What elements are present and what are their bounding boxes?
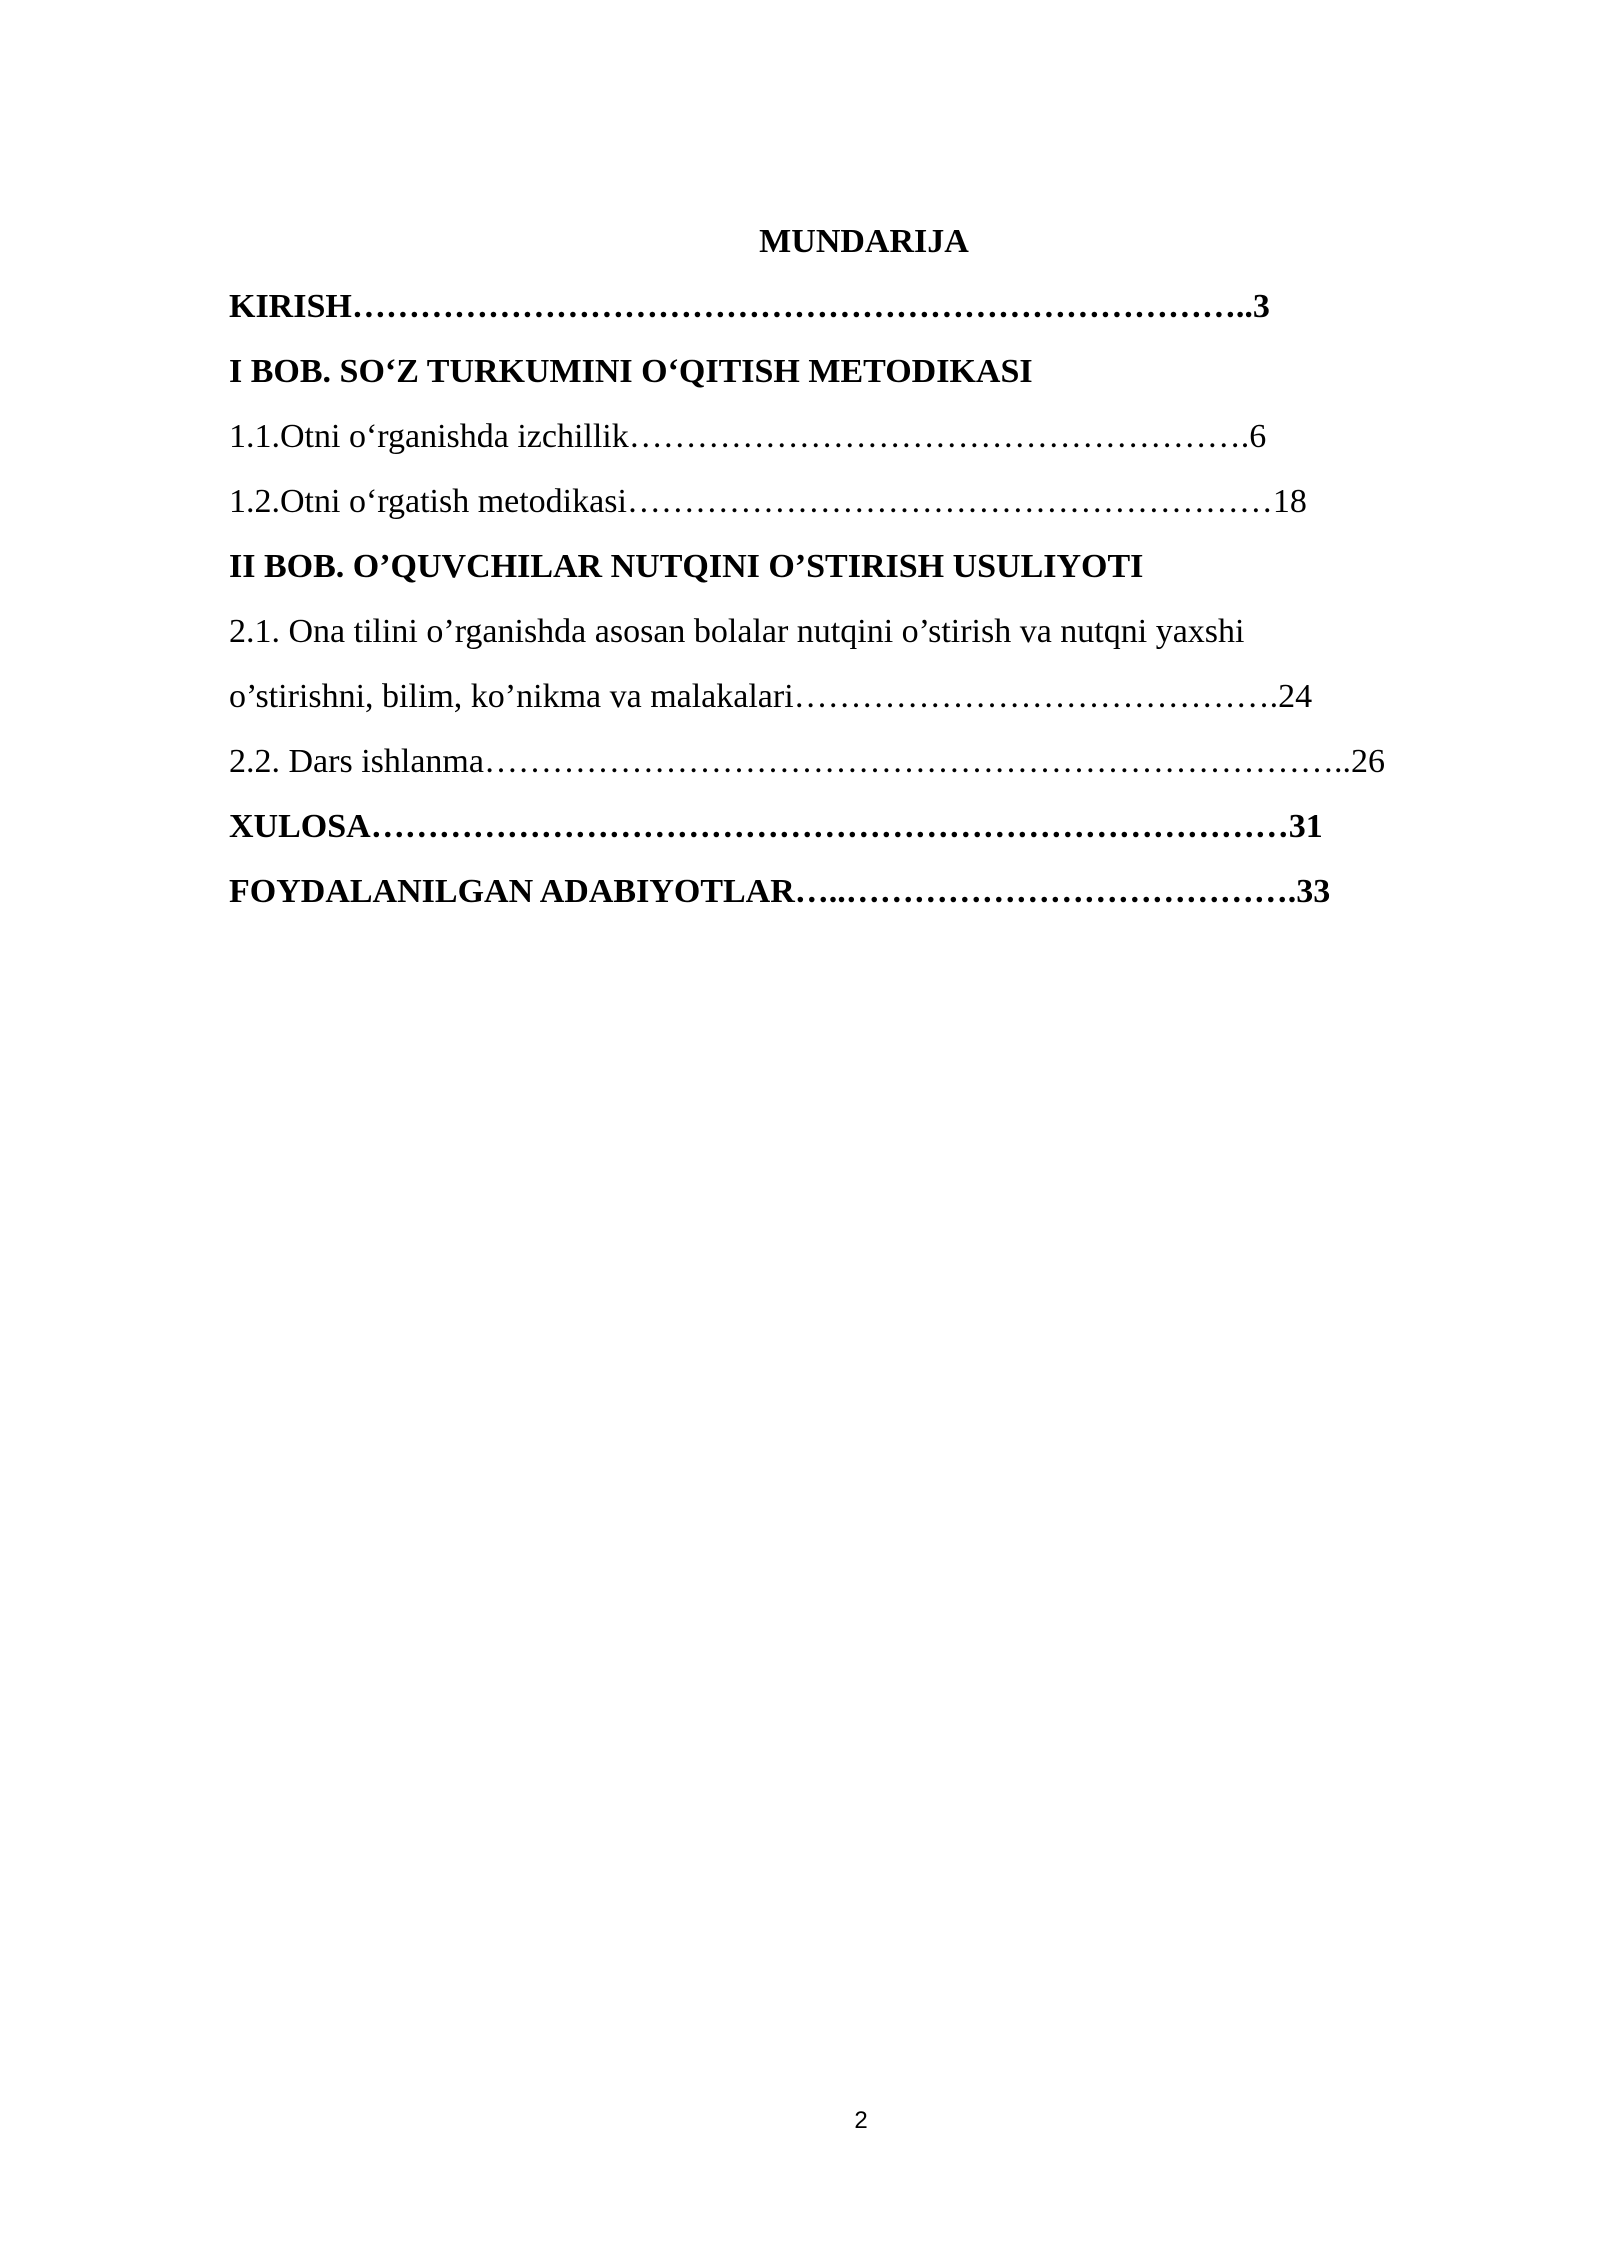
toc-entry-1-1: 1.1.Otni o‘rganishda izchillik……………………………………………….6 — [229, 418, 1267, 455]
toc-entry-1-2: 1.2.Otni o‘rgatish metodikasi…………………………………………………18 — [229, 483, 1307, 520]
toc-entry-adabiyotlar: FOYDALANILGAN ADABIYOTLAR…..………………………………….33 — [229, 873, 1331, 910]
toc-title: MUNDARIJA — [759, 223, 969, 260]
table-of-contents — [229, 210, 1459, 924]
toc-chapter-2-heading: II BOB. O’QUVCHILAR NUTQINI O’STIRISH USULIYOTI — [229, 548, 1144, 585]
toc-chapter-1-heading: I BOB. SO‘Z TURKUMINI O‘QITISH METODIKASI — [229, 353, 1033, 390]
toc-entry-kirish: KIRISH……………………………………………………………………..3 — [229, 288, 1270, 325]
toc-entry-2-1-line-1: 2.1. Ona tilini o’rganishda asosan bolalar nutqini o’stirish va nutqni yaxshi — [229, 613, 1245, 650]
toc-entry-2-2: 2.2. Dars ishlanma…………………………………………………………………..26 — [229, 743, 1385, 780]
toc-entry-2-1-line-2: o’stirishni, bilim, ko’nikma va malakalari…………………………………….24 — [229, 678, 1313, 715]
toc-entry-xulosa: XULOSA………………………………………………………………………31 — [229, 808, 1323, 845]
page-number: 2 — [854, 2107, 868, 2134]
